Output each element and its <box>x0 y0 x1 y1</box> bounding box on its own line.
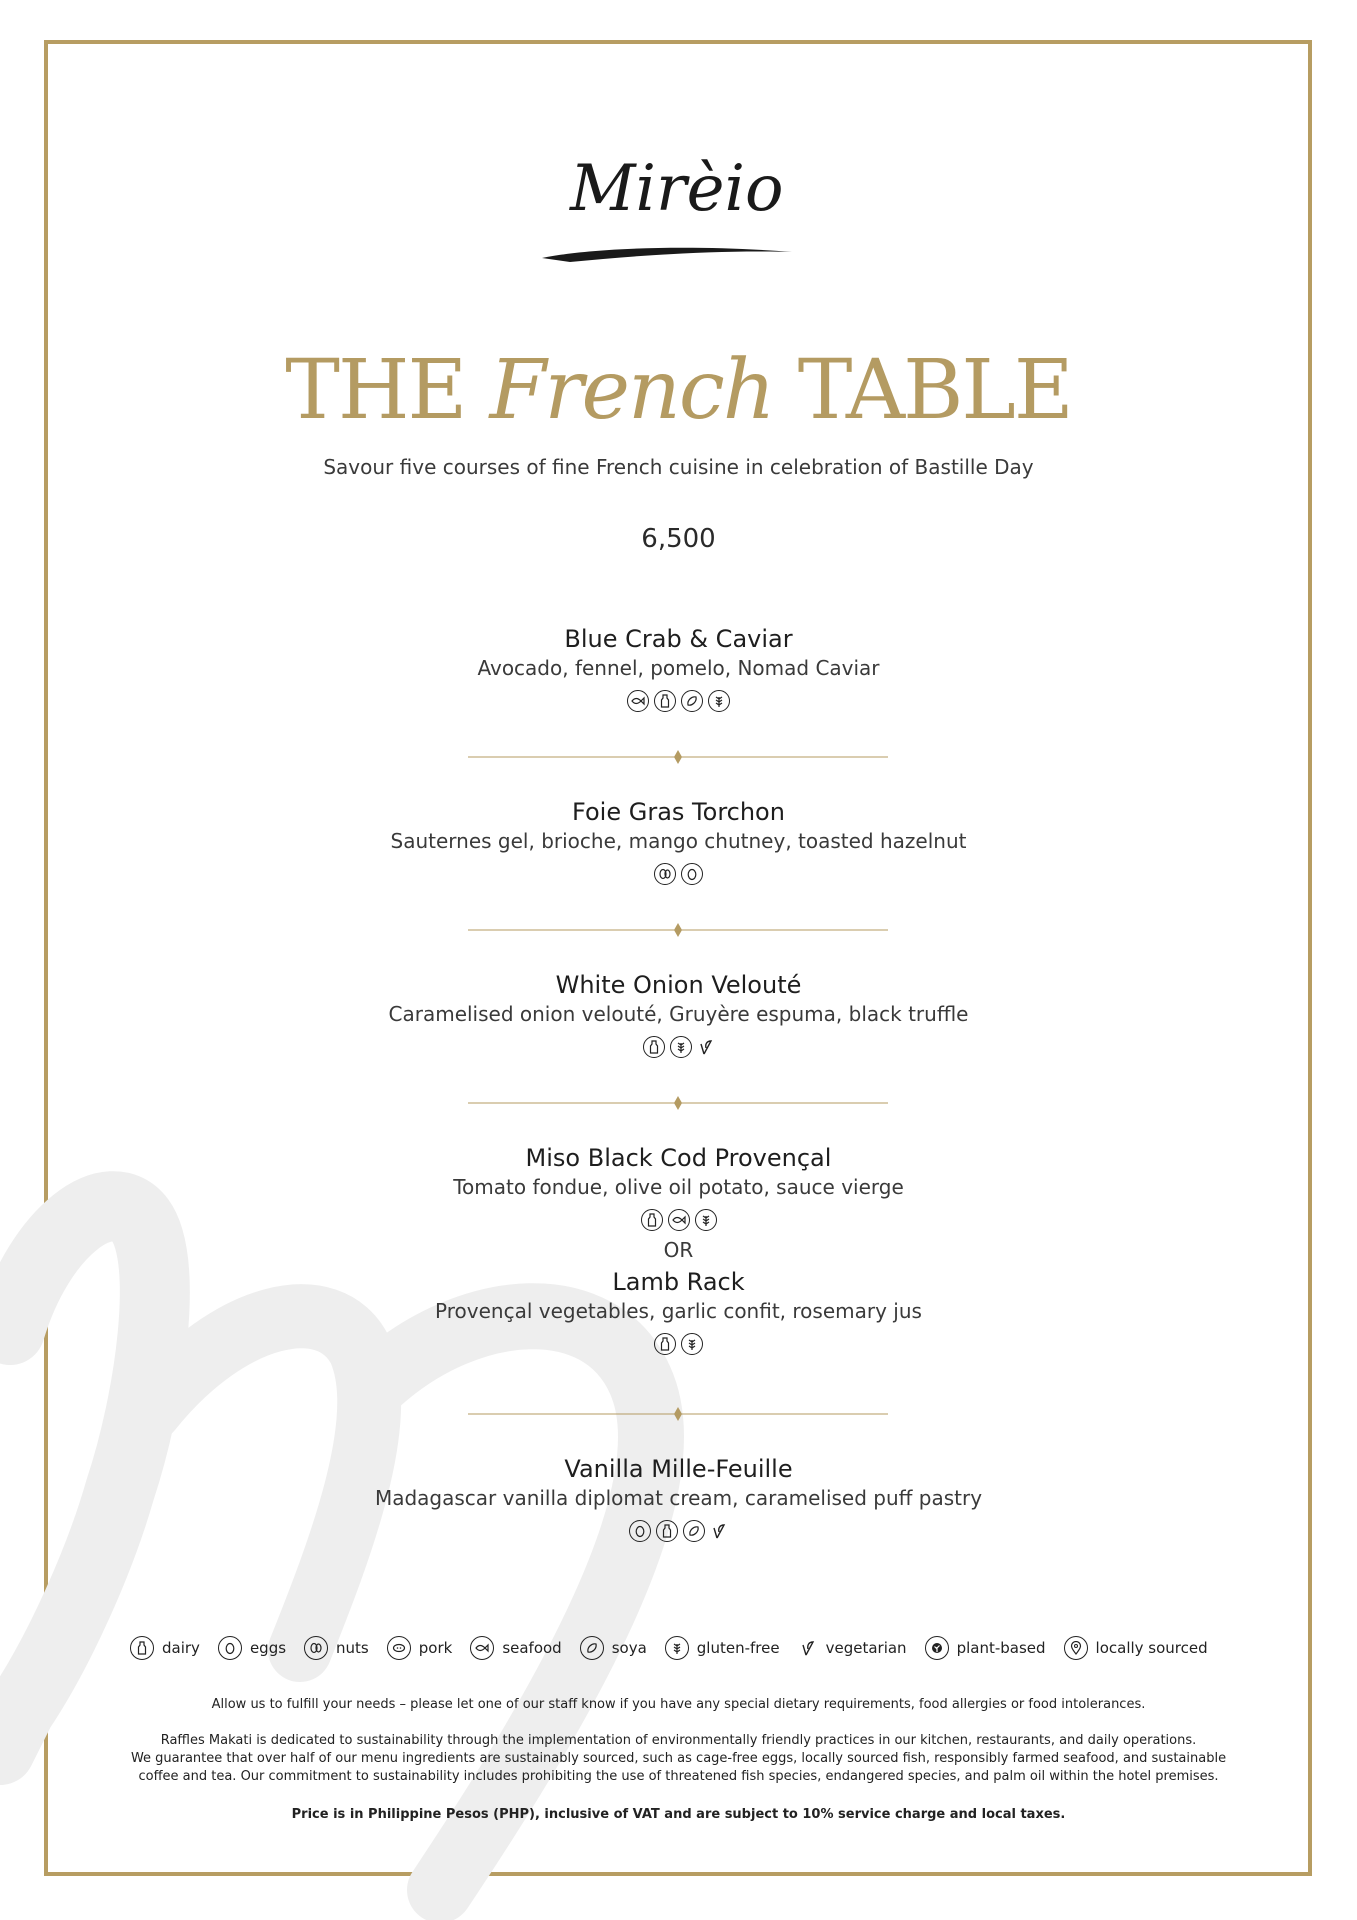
course-name: Miso Black Cod Provençal <box>525 1144 832 1172</box>
soya-icon <box>681 690 703 712</box>
course-name: Lamb Rack <box>612 1268 745 1296</box>
dairy-icon <box>654 1333 676 1355</box>
plant-based-icon <box>925 1636 949 1660</box>
gluten-free-icon <box>681 1333 703 1355</box>
allergen-icons <box>0 1518 1357 1544</box>
legend-label: nuts <box>336 1639 369 1657</box>
menu-price: 6,500 <box>641 524 716 554</box>
vegetarian-icon <box>697 1036 715 1058</box>
price-note: Price is in Philippine Pesos (PHP), inclusive of VAT and are subject to 10% service charge and local taxes. <box>291 1807 1066 1822</box>
legend-soya <box>580 1636 647 1660</box>
legend-label: locally sourced <box>1095 1639 1208 1657</box>
allergen-icons <box>0 688 1357 714</box>
course-item <box>0 624 1357 714</box>
course-item <box>0 797 1357 887</box>
dairy-icon <box>654 690 676 712</box>
locally-sourced-icon <box>1064 1636 1088 1660</box>
dairy-icon <box>656 1520 678 1542</box>
course-description: Avocado, fennel, pomelo, Nomad Caviar <box>477 656 880 680</box>
seafood-icon <box>627 690 649 712</box>
section-divider <box>468 921 888 939</box>
course-name: Foie Gras Torchon <box>572 798 785 826</box>
legend-nuts <box>304 1636 369 1660</box>
legend-seafood <box>470 1636 561 1660</box>
allergen-icons <box>0 1331 1357 1357</box>
legend-pork <box>387 1636 453 1660</box>
course-name: White Onion Velouté <box>555 971 802 999</box>
vegetarian-icon <box>710 1520 728 1542</box>
legend-gluten-free <box>665 1636 780 1660</box>
logo-text: Mirèio <box>570 152 784 226</box>
legend-label: pork <box>418 1639 453 1657</box>
soya-icon <box>683 1520 705 1542</box>
legend-label: gluten-free <box>696 1639 780 1657</box>
legend-plant-based <box>925 1636 1046 1660</box>
legend-label: vegetarian <box>825 1639 907 1657</box>
course-description: Madagascar vanilla diplomat cream, caramelised puff pastry <box>374 1486 983 1510</box>
gluten-free-icon <box>695 1209 717 1231</box>
legend-label: plant-based <box>956 1639 1046 1657</box>
sustainability-note <box>90 1732 1267 1786</box>
course-item <box>0 970 1357 1060</box>
legend-label: soya <box>611 1639 647 1657</box>
allergy-note: Allow us to fulfill your needs – please let one of our staff know if you have any special dietary requirements, food allergies or food intolerances. <box>211 1697 1146 1712</box>
course-name: Blue Crab & Caviar <box>564 625 793 653</box>
legend-label: seafood <box>502 1639 562 1657</box>
menu-subtitle: Savour five courses of fine French cuisine in celebration of Bastille Day <box>323 455 1034 479</box>
course-description: Sauternes gel, brioche, mango chutney, toasted hazelnut <box>390 829 967 853</box>
section-divider <box>468 1405 888 1423</box>
eggs-icon <box>681 863 703 885</box>
gluten-free-icon <box>670 1036 692 1058</box>
course-description: Provençal vegetables, garlic confit, rosemary jus <box>435 1299 922 1323</box>
legend-dairy <box>130 1636 200 1660</box>
seafood-icon <box>668 1209 690 1231</box>
legend-eggs <box>218 1636 286 1660</box>
legend-vegetarian <box>798 1636 907 1660</box>
allergen-icons <box>0 1034 1357 1060</box>
eggs-icon <box>629 1520 651 1542</box>
legend-locally-sourced <box>1064 1636 1208 1660</box>
legend-label: eggs <box>249 1639 287 1657</box>
soya-icon <box>580 1636 604 1660</box>
dairy-icon <box>641 1209 663 1231</box>
dairy-icon <box>130 1636 154 1660</box>
nuts-icon <box>654 863 676 885</box>
eggs-icon <box>218 1636 242 1660</box>
menu-title: THE French TABLE <box>285 343 1072 438</box>
legend-label: dairy <box>162 1639 200 1657</box>
course-item <box>0 1454 1357 1544</box>
nuts-icon <box>304 1636 328 1660</box>
allergen-legend <box>130 1636 1230 1660</box>
course-description: Tomato fondue, olive oil potato, sauce vierge <box>453 1175 904 1199</box>
allergen-icons <box>0 861 1357 887</box>
or-separator: OR <box>663 1238 694 1262</box>
course-name: Vanilla Mille-Feuille <box>564 1455 793 1483</box>
dairy-icon <box>643 1036 665 1058</box>
sustainability-line: We guarantee that over half of our menu ingredients are sustainably sourced, such as cage-free eggs, locally sourced fish, responsibly farmed seafood, and sustainable <box>130 1751 1227 1766</box>
brand-logo <box>530 140 810 270</box>
gluten-free-icon <box>665 1636 689 1660</box>
seafood-icon <box>470 1636 494 1660</box>
sustainability-line: Raffles Makati is dedicated to sustainability through the implementation of environmentally friendly practices in our kitchen, restaurants, and daily operations. <box>160 1733 1197 1748</box>
course-item <box>0 1143 1357 1357</box>
sustainability-line: coffee and tea. Our commitment to sustainability includes prohibiting the use of threatened fish species, endangered species, and palm oil within the hotel premises. <box>138 1769 1219 1784</box>
pork-icon <box>387 1636 411 1660</box>
vegetarian-icon <box>798 1636 818 1660</box>
course-description: Caramelised onion velouté, Gruyère espuma, black truffle <box>388 1002 969 1026</box>
section-divider <box>468 1094 888 1112</box>
gluten-free-icon <box>708 690 730 712</box>
section-divider <box>468 748 888 766</box>
allergen-icons <box>0 1207 1357 1233</box>
